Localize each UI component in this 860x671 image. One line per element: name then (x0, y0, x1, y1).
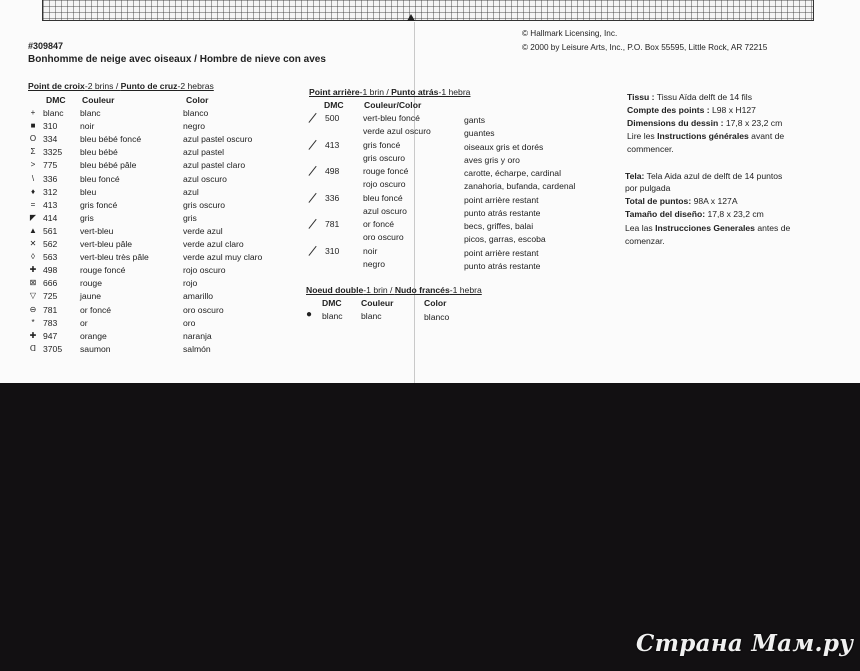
row-dmc: 666 (43, 278, 58, 289)
spec-total-label: Total de puntos: (625, 196, 692, 206)
bs-use-fr: oiseaux gris et dorés (464, 141, 544, 152)
bs-use-fr: point arrière restant (464, 194, 539, 205)
row-couleur: vert-bleu très pâle (80, 252, 149, 263)
bs-use-es: zanahoria, bufanda, cardenal (464, 181, 576, 191)
stitch-symbol-icon: ♦ (30, 186, 36, 196)
row-couleur: saumon (80, 343, 111, 354)
backstitch-line-icon (307, 245, 319, 257)
french-knot-heading (306, 284, 482, 296)
knot-dot-icon: ● (305, 309, 313, 320)
row-dmc: 312 (43, 186, 58, 197)
stitch-symbol-icon: ✚ (29, 265, 37, 275)
stitch-symbol-icon: = (30, 199, 36, 209)
stitch-symbol-icon: ◊ (31, 252, 35, 262)
bs-color-es: gris oscuro (363, 152, 406, 163)
watermark-logo: Страна Мам.ру (636, 630, 854, 657)
bs-use-fr: becs, griffes, balai (464, 221, 534, 231)
row-couleur: or foncé (80, 304, 112, 315)
row-dmc: 336 (43, 173, 58, 184)
row-dmc: 783 (43, 317, 58, 328)
row-color: rojo (183, 278, 198, 289)
bs-use-es: picos, garras, escoba (464, 234, 546, 244)
stitch-symbol-icon: * (31, 317, 35, 327)
bs-color-fr: or foncé (363, 219, 395, 229)
row-color: oro (183, 317, 196, 328)
chart-grid-strip (42, 0, 814, 21)
backstitch-heading-es: Punto atrás (391, 87, 439, 97)
stitch-symbol-icon: ⊖ (29, 304, 37, 314)
backstitch-line-icon (307, 139, 319, 151)
row-color: verde azul muy claro (183, 252, 263, 263)
stitch-symbol-icon: > (30, 160, 36, 170)
bs-use-es: guantes (464, 128, 495, 138)
spec-total-value: 98A x 127A (691, 196, 738, 206)
row-dmc: 725 (43, 291, 58, 302)
bs-use-fr: point arrière restant (464, 247, 539, 258)
backstitch-heading (309, 86, 470, 98)
row-color: rojo oscuro (183, 265, 226, 276)
spec-dimensions (627, 117, 782, 129)
cross-stitch-row (0, 290, 300, 303)
spec-compte (627, 104, 756, 116)
bs-color-fr: vert-bleu foncé (363, 113, 420, 123)
french-knot-heading-fr: Noeud double (306, 285, 364, 295)
stitch-symbol-icon: \ (31, 173, 35, 183)
stitch-symbol-icon: Σ (30, 147, 36, 157)
instructions-es-line2: comenzar. (625, 236, 665, 246)
backstitch-line-icon (307, 112, 319, 124)
spec-compte-label: Compte des points : (627, 105, 710, 115)
row-color: gris oscuro (183, 199, 226, 210)
row-dmc: 561 (43, 225, 58, 236)
row-dmc: 414 (43, 212, 58, 223)
row-couleur: bleu foncé (80, 173, 120, 184)
bs-use-es: aves gris y oro (464, 154, 520, 165)
backstitch-row (0, 139, 544, 166)
row-couleur: gris foncé (80, 199, 118, 210)
row-color: azul pastel claro (183, 160, 246, 171)
stitch-symbol-icon: ✕ (29, 239, 37, 248)
row-dmc: 781 (43, 304, 58, 315)
row-dmc: blanc (43, 108, 64, 118)
stitch-symbol-icon: ▲ (29, 225, 37, 235)
stitch-symbol-icon: ✚ (29, 330, 37, 340)
spec-tissu-label: Tissu : (627, 92, 655, 102)
row-dmc: 562 (43, 239, 58, 249)
bs-color-fr: gris foncé (363, 139, 401, 150)
french-knot-strands-es: -1 hebra (449, 285, 482, 295)
backstitch-row (0, 218, 546, 245)
row-dmc: 3325 (43, 147, 63, 158)
row-couleur: bleu (80, 186, 97, 197)
instructions-fr-line2: commencer. (627, 144, 674, 154)
spec-tissu (627, 91, 752, 103)
bs-use-fr: gants (464, 115, 486, 125)
spec-compte-value: L98 x H127 (709, 105, 756, 115)
cross-stitch-heading (28, 80, 214, 92)
instructions-es-b: Instrucciones Generales (655, 223, 755, 233)
row-dmc: 775 (43, 160, 58, 171)
backstitch-line-icon (307, 218, 319, 230)
backstitch-row (0, 112, 495, 139)
row-dmc: 413 (43, 199, 58, 210)
row-couleur: blanc (80, 108, 101, 118)
row-couleur: vert-bleu pâle (80, 239, 133, 249)
row-dmc: 3705 (43, 343, 63, 354)
cross-col-couleur: Couleur (82, 95, 115, 105)
stitch-symbol-icon: ◤ (29, 212, 37, 222)
cross-stitch-row (0, 343, 300, 356)
cross-stitch-row (0, 317, 300, 330)
spec-dimensions-value: 17,8 x 23,2 cm (723, 118, 783, 128)
spec-tamano-label: Tamaño del diseño: (625, 209, 706, 219)
bs-color-fr: noir (363, 245, 378, 256)
backstitch-row (0, 245, 541, 272)
row-couleur: rouge (80, 278, 102, 289)
row-color: blanco (183, 108, 209, 118)
row-color: azul oscuro (183, 173, 227, 184)
backstitch-line-icon (307, 192, 319, 204)
row-color: azul pastel (183, 147, 225, 158)
bs-use-es: punto atrás restante (464, 207, 541, 218)
spec-tela-label: Tela: (625, 171, 645, 181)
knot-col-dmc: DMC (322, 298, 342, 308)
backstitch-col-couleur: Couleur/Color (364, 100, 422, 110)
row-couleur: vert-bleu (80, 225, 114, 236)
spec-tela-value: Tela Aida azul de delft de 14 puntos (644, 171, 783, 181)
center-marker-arrow (407, 14, 415, 21)
page-fold-line (414, 22, 415, 383)
knot-color: blanco (424, 312, 450, 322)
french-knot-heading-es: Nudo francés (394, 285, 450, 295)
pattern-title: Bonhomme de neige avec oiseaux / Hombre de nieve con aves (28, 54, 326, 65)
bs-dmc: 413 (325, 139, 340, 150)
cross-stitch-strands-es: -2 hebras (177, 81, 214, 91)
bs-color-es: oro oscuro (363, 232, 404, 242)
bs-color-fr: bleu foncé (363, 192, 403, 203)
spec-tela-cont: por pulgada (625, 183, 671, 193)
cross-stitch-heading-fr: Point de croix (28, 81, 85, 91)
bs-dmc: 498 (325, 166, 340, 176)
bs-dmc: 336 (325, 192, 340, 203)
row-color: gris (183, 212, 197, 223)
cross-stitch-row (0, 330, 300, 343)
bs-use-fr: carotte, écharpe, cardinal (464, 168, 561, 178)
row-couleur: orange (80, 330, 107, 341)
instructions-fr-b: Instructions générales (657, 131, 749, 141)
backstitch-heading-fr: Point arrière (309, 87, 360, 97)
instructions-es-c: antes de (754, 223, 791, 233)
bs-color-es: negro (363, 258, 385, 269)
row-color: verde azul (183, 225, 223, 236)
row-couleur: bleu bébé (80, 147, 118, 158)
instructions-es-a: Lea las (625, 223, 656, 233)
knot-dmc: blanc (322, 311, 343, 321)
knot-col-color: Color (424, 298, 447, 308)
pattern-number: #309847 (28, 41, 64, 51)
row-dmc: 563 (43, 252, 58, 263)
spec-total (625, 195, 738, 207)
backstitch-row (0, 192, 541, 219)
row-dmc: 334 (43, 134, 58, 145)
cross-col-dmc: DMC (46, 95, 66, 105)
bs-color-es: verde azul oscuro (363, 126, 431, 136)
row-color: amarillo (183, 291, 214, 302)
stitch-symbol-icon: ᗡ (29, 343, 37, 353)
spec-tamano-value: 17,8 x 23,2 cm (705, 209, 764, 219)
row-color: naranja (183, 330, 212, 341)
row-color: azul (183, 186, 199, 197)
row-color: salmón (183, 343, 211, 354)
stitch-symbol-icon: + (30, 108, 36, 117)
backstitch-strands-es: -1 hebra (438, 87, 471, 97)
cross-stitch-row (0, 277, 300, 290)
copyright-leisure-arts: © 2000 by Leisure Arts, Inc., P.O. Box 55595, Little Rock, AR 72215 (522, 43, 768, 52)
copyright-hallmark: © Hallmark Licensing, Inc. (522, 29, 618, 38)
cross-stitch-strands-fr: -2 brins / (84, 81, 121, 91)
row-color: azul pastel oscuro (183, 134, 253, 145)
backstitch-col-dmc: DMC (324, 100, 344, 110)
spec-tela (625, 170, 782, 182)
spec-tamano (625, 208, 764, 220)
french-knot-strands-fr: -1 brin / (363, 285, 395, 295)
spec-dimensions-label: Dimensions du dessin : (627, 118, 724, 128)
instructions-fr-line1 (627, 130, 784, 142)
row-couleur: bleu bébé foncé (80, 134, 142, 145)
row-couleur: or (80, 317, 88, 328)
row-dmc: 947 (43, 330, 58, 341)
cross-stitch-row (0, 304, 300, 317)
knot-couleur: blanc (361, 311, 382, 321)
instructions-es-line1 (625, 222, 790, 234)
row-couleur: noir (80, 121, 95, 132)
row-dmc: 310 (43, 121, 58, 132)
row-color: verde azul claro (183, 239, 244, 249)
row-couleur: rouge foncé (80, 265, 126, 276)
row-couleur: bleu bébé pâle (80, 160, 137, 171)
instructions-fr-c: avant de (748, 131, 785, 141)
cross-stitch-heading-es: Punto de cruz (120, 81, 178, 91)
bs-use-es: punto atrás restante (464, 260, 541, 271)
row-couleur: gris (80, 212, 94, 223)
backstitch-line-icon (307, 165, 319, 177)
stitch-symbol-icon: ■ (30, 121, 36, 131)
stitch-symbol-icon: ▽ (29, 291, 37, 301)
spec-tissu-value: Tissu Aïda delft de 14 fils (654, 92, 752, 102)
instructions-fr-a: Lire les (627, 131, 658, 141)
backstitch-row (0, 165, 576, 192)
stitch-symbol-icon: O (29, 134, 37, 144)
row-couleur: jaune (80, 291, 102, 302)
row-color: negro (183, 121, 205, 132)
bs-color-fr: rouge foncé (363, 166, 409, 176)
bs-color-es: azul oscuro (363, 205, 407, 216)
row-color: oro oscuro (183, 304, 224, 315)
bs-dmc: 310 (325, 245, 340, 256)
row-dmc: 498 (43, 265, 58, 276)
backstitch-strands-fr: -1 brin / (359, 87, 392, 97)
bs-dmc: 781 (325, 219, 340, 229)
bs-color-es: rojo oscuro (363, 179, 406, 189)
cross-col-color: Color (186, 95, 209, 105)
knot-col-couleur: Couleur (361, 298, 394, 308)
stitch-symbol-icon: ⊠ (29, 278, 37, 288)
bs-dmc: 500 (325, 113, 340, 123)
